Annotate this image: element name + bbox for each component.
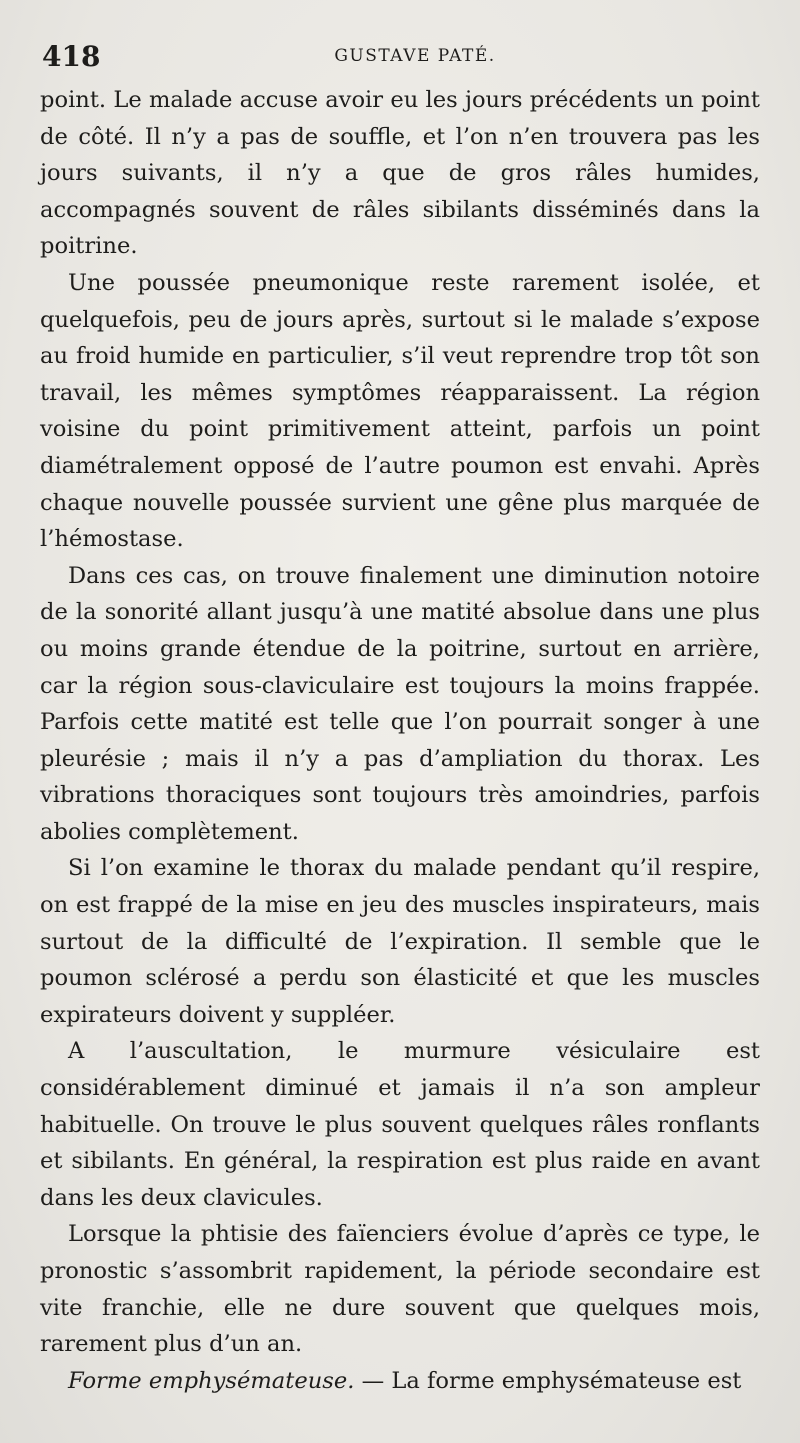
paragraph-7-text: — La forme emphysémateuse est (354, 1367, 742, 1394)
page-header (40, 36, 760, 82)
page-number: 418 (42, 40, 101, 73)
paragraph-5: A l’auscultation, le murmure vésiculaire est considérablement diminué et jamais il n’a son ampleur habituelle. On trouve le plus souvent quelques râles ronflants et sibilants. En général, la respiration est plus raide en avant dans les deux clavicules. (40, 1038, 760, 1211)
paragraph-7 (40, 1363, 760, 1400)
paragraph-6: Lorsque la phtisie des faïenciers évolue d’après ce type, le pronostic s’assombrit rapidement, la période secondaire est vite franchie, elle ne dure souvent que quelques mois, rarement plus d’un an. (40, 1221, 760, 1358)
paragraph-3: Dans ces cas, on trouve finalement une diminution notoire de la sonorité allant jusqu’à une matité absolue dans une plus ou moins grande étendue de la poitrine, surtout en arrière, car la région sous-claviculaire est toujours la moins frappée. Parfois cette matité est telle que l’on pourrait songer à une pleurésie ; mais il n’y a pas d’ampliation du thorax. Les vibrations thoraciques sont toujours très amoindries, parfois abolies complètement. (40, 562, 760, 845)
paragraph-2: Une poussée pneumonique reste rarement isolée, et quelquefois, peu de jours après, surtout si le malade s’expose au froid humide en particulier, s’il veut reprendre trop tôt son travail, les mêmes symptômes réapparaissent. La région voisine du point primitivement atteint, parfois un point diamétralement opposé de l’autre poumon est envahi. Après chaque nouvelle poussée survient une gêne plus marquée de l’hémostase. (40, 269, 760, 553)
body-text (40, 82, 760, 1399)
paragraph-4: Si l’on examine le thorax du malade pendant qu’il respire, on est frappé de la mise en jeu des muscles inspirateurs, mais surtout de la difficulté de l’expiration. Il semble que le poumon sclérosé a perdu son élasticité et que les muscles expirateurs doivent y suppléer. (40, 855, 760, 1028)
running-head: GUSTAVE PATÉ. (334, 46, 496, 66)
paragraph-1: point. Le malade accuse avoir eu les jours précédents un point de côté. Il n’y a pas de souffle, et l’on n’en trouvera pas les jours suivants, il n’y a que de gros râles humides, accompagnés souvent de râles sibilants disséminés dans la poitrine. (40, 87, 760, 260)
section-title-forme-emphysemateuse: Forme emphysémateuse. (68, 1367, 355, 1394)
